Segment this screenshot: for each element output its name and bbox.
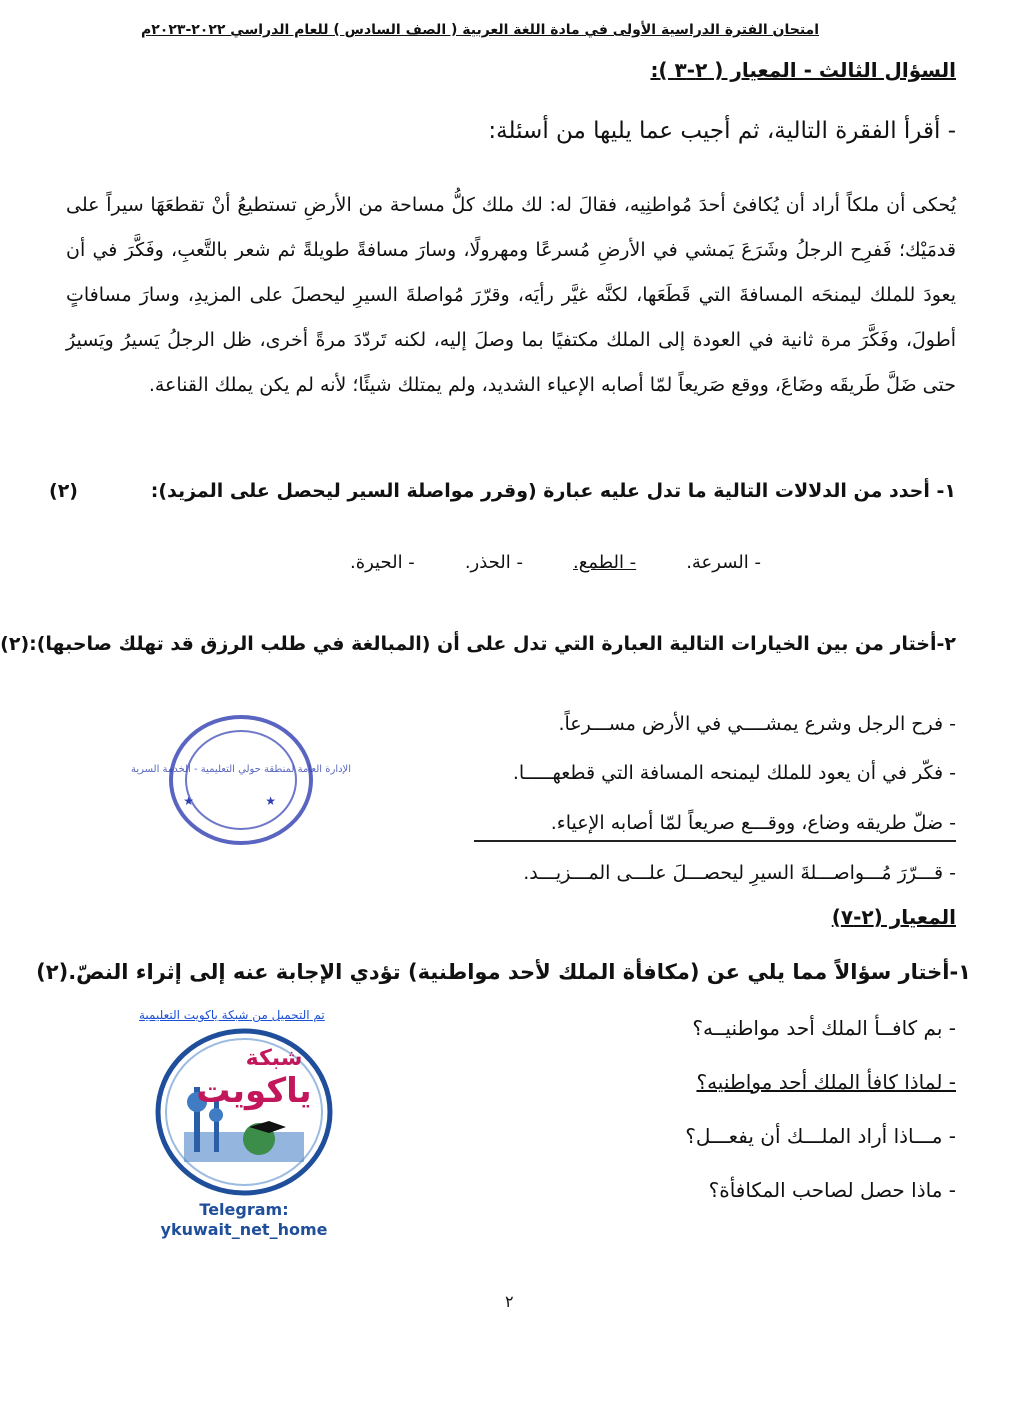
question-1-options bbox=[350, 552, 761, 573]
question-3-option: - بم كافــأ الملك أحد مواطنيــه؟ bbox=[692, 1016, 956, 1040]
page-number: ٢ bbox=[505, 1292, 514, 1311]
question-1: ١- أحدد من الدلالات التالية ما تدل عليه عبارة (وقرر مواصلة السير ليحصل على المزيد): bbox=[150, 480, 956, 502]
stamp-text: الإدارة العامة لمنطقة حولي التعليمية - الخدمة السرية bbox=[130, 764, 352, 775]
answer-underline bbox=[474, 840, 956, 842]
ykuwait-logo bbox=[154, 1027, 334, 1197]
brand-small: شبكة bbox=[245, 1046, 303, 1071]
question-3-option: - مـــاذا أراد الملـــك أن يفعـــل؟ bbox=[685, 1124, 956, 1148]
section-title: السؤال الثالث - المعيار ( ٢-٣ ): bbox=[650, 58, 956, 82]
exam-header: امتحان الفترة الدراسية الأولى في مادة اللغة العربية ( الصف السادس ) للعام الدراسي ٢٠٢٢-٢٠٢٣م bbox=[140, 22, 819, 38]
option: - الحذر. bbox=[464, 552, 523, 573]
option-selected: - الطمع. bbox=[573, 552, 637, 573]
svg-text:★: ★ bbox=[183, 794, 194, 808]
criterion-title: المعيار (٢-٧) bbox=[831, 905, 956, 929]
telegram-handle: ykuwait_net_home bbox=[160, 1220, 328, 1239]
telegram-label: Telegram: bbox=[199, 1200, 289, 1219]
question-2-option: - فكّر في أن يعود للملك ليمنحه المسافة التي قطعهـــــا. bbox=[512, 762, 956, 784]
option: - السرعة. bbox=[686, 552, 761, 573]
question-2-option-answer: - ضلّ طريقه وضاع، ووقـــع صريعاً لمّا أصابه الإعياء. bbox=[550, 812, 956, 834]
question-3-option: - ماذا حصل لصاحب المكافأة؟ bbox=[708, 1178, 956, 1202]
official-stamp bbox=[130, 710, 352, 850]
download-link[interactable]: تم التحميل من شبكة ياكويت التعليمية bbox=[139, 1008, 325, 1022]
question-2-option: - قـــرّرَ مُـــواصـــلةَ السيرِ ليحصـــلَ علـــى المـــزيـــد. bbox=[523, 862, 956, 884]
question-3-option-answer: - لماذا كافأ الملك أحد مواطنيه؟ bbox=[696, 1070, 956, 1094]
option: - الحيرة. bbox=[349, 552, 415, 573]
question-2-option: - فرح الرجل وشرع يمشــــي في الأرض مســـرعاً. bbox=[558, 713, 956, 735]
svg-text:★: ★ bbox=[265, 794, 276, 808]
reading-paragraph: يُحكى أن ملكاً أراد أن يُكافئ أحدَ مُواطنِيه، فقالَ له: لك ملك كلُّ مساحة من الأرضِ تستطيعُ أنْ تقطعَهَا سيراً على قدمَيْك؛ فَفرِح الرجلُ وشَرَعَ يَمشي في الأرضِ مُسرعًا ومهرولًا، وسارَ مسافةً طويلةً ثم شعر بالتَّعبِ، وفَكَّرَ في أن يعودَ للملك ليمنحَه المسافةَ التي قَطَعَها، لكنَّه غيَّر رأيَه، وقرّرَ مُواصلةَ السيرِ ليحصلَ على المزيدِ، وسارَ مسافاتٍ أطولَ، وفَكَّرَ مرة ثانية في العودة إلى الملك مكتفيًا بما وصلَ إليه، لكنه تَردّدَ مرةً أخرى، ظل الرجلُ يَسيرُ ويَسيرُ حتى ضَلَّ طَريقَه وضَاعَ، ووقع صَريعاً لمّا أصابه الإعياء الشديد، ولم يمتلك شيئًا؛ لأنه لم يكن يملك القناعة. bbox=[66, 194, 956, 396]
question-2: ٢-أختار من بين الخيارات التالية العبارة التي تدل على أن (المبالغة في طلب الرزق قد تهلك صاحبها):(٢) bbox=[0, 633, 956, 655]
question-1-score: (٢) bbox=[49, 480, 78, 502]
brand-big: ياكويت bbox=[196, 1071, 312, 1111]
question-3: ١-أختار سؤالاً مما يلي عن (مكافأة الملك لأحد مواطنية) تؤدي الإجابة عنه إلى إثراء النصّ.(٢) bbox=[36, 960, 971, 984]
instruction: - أقرأ الفقرة التالية، ثم أجيب عما يليها من أسئلة: bbox=[488, 118, 956, 144]
